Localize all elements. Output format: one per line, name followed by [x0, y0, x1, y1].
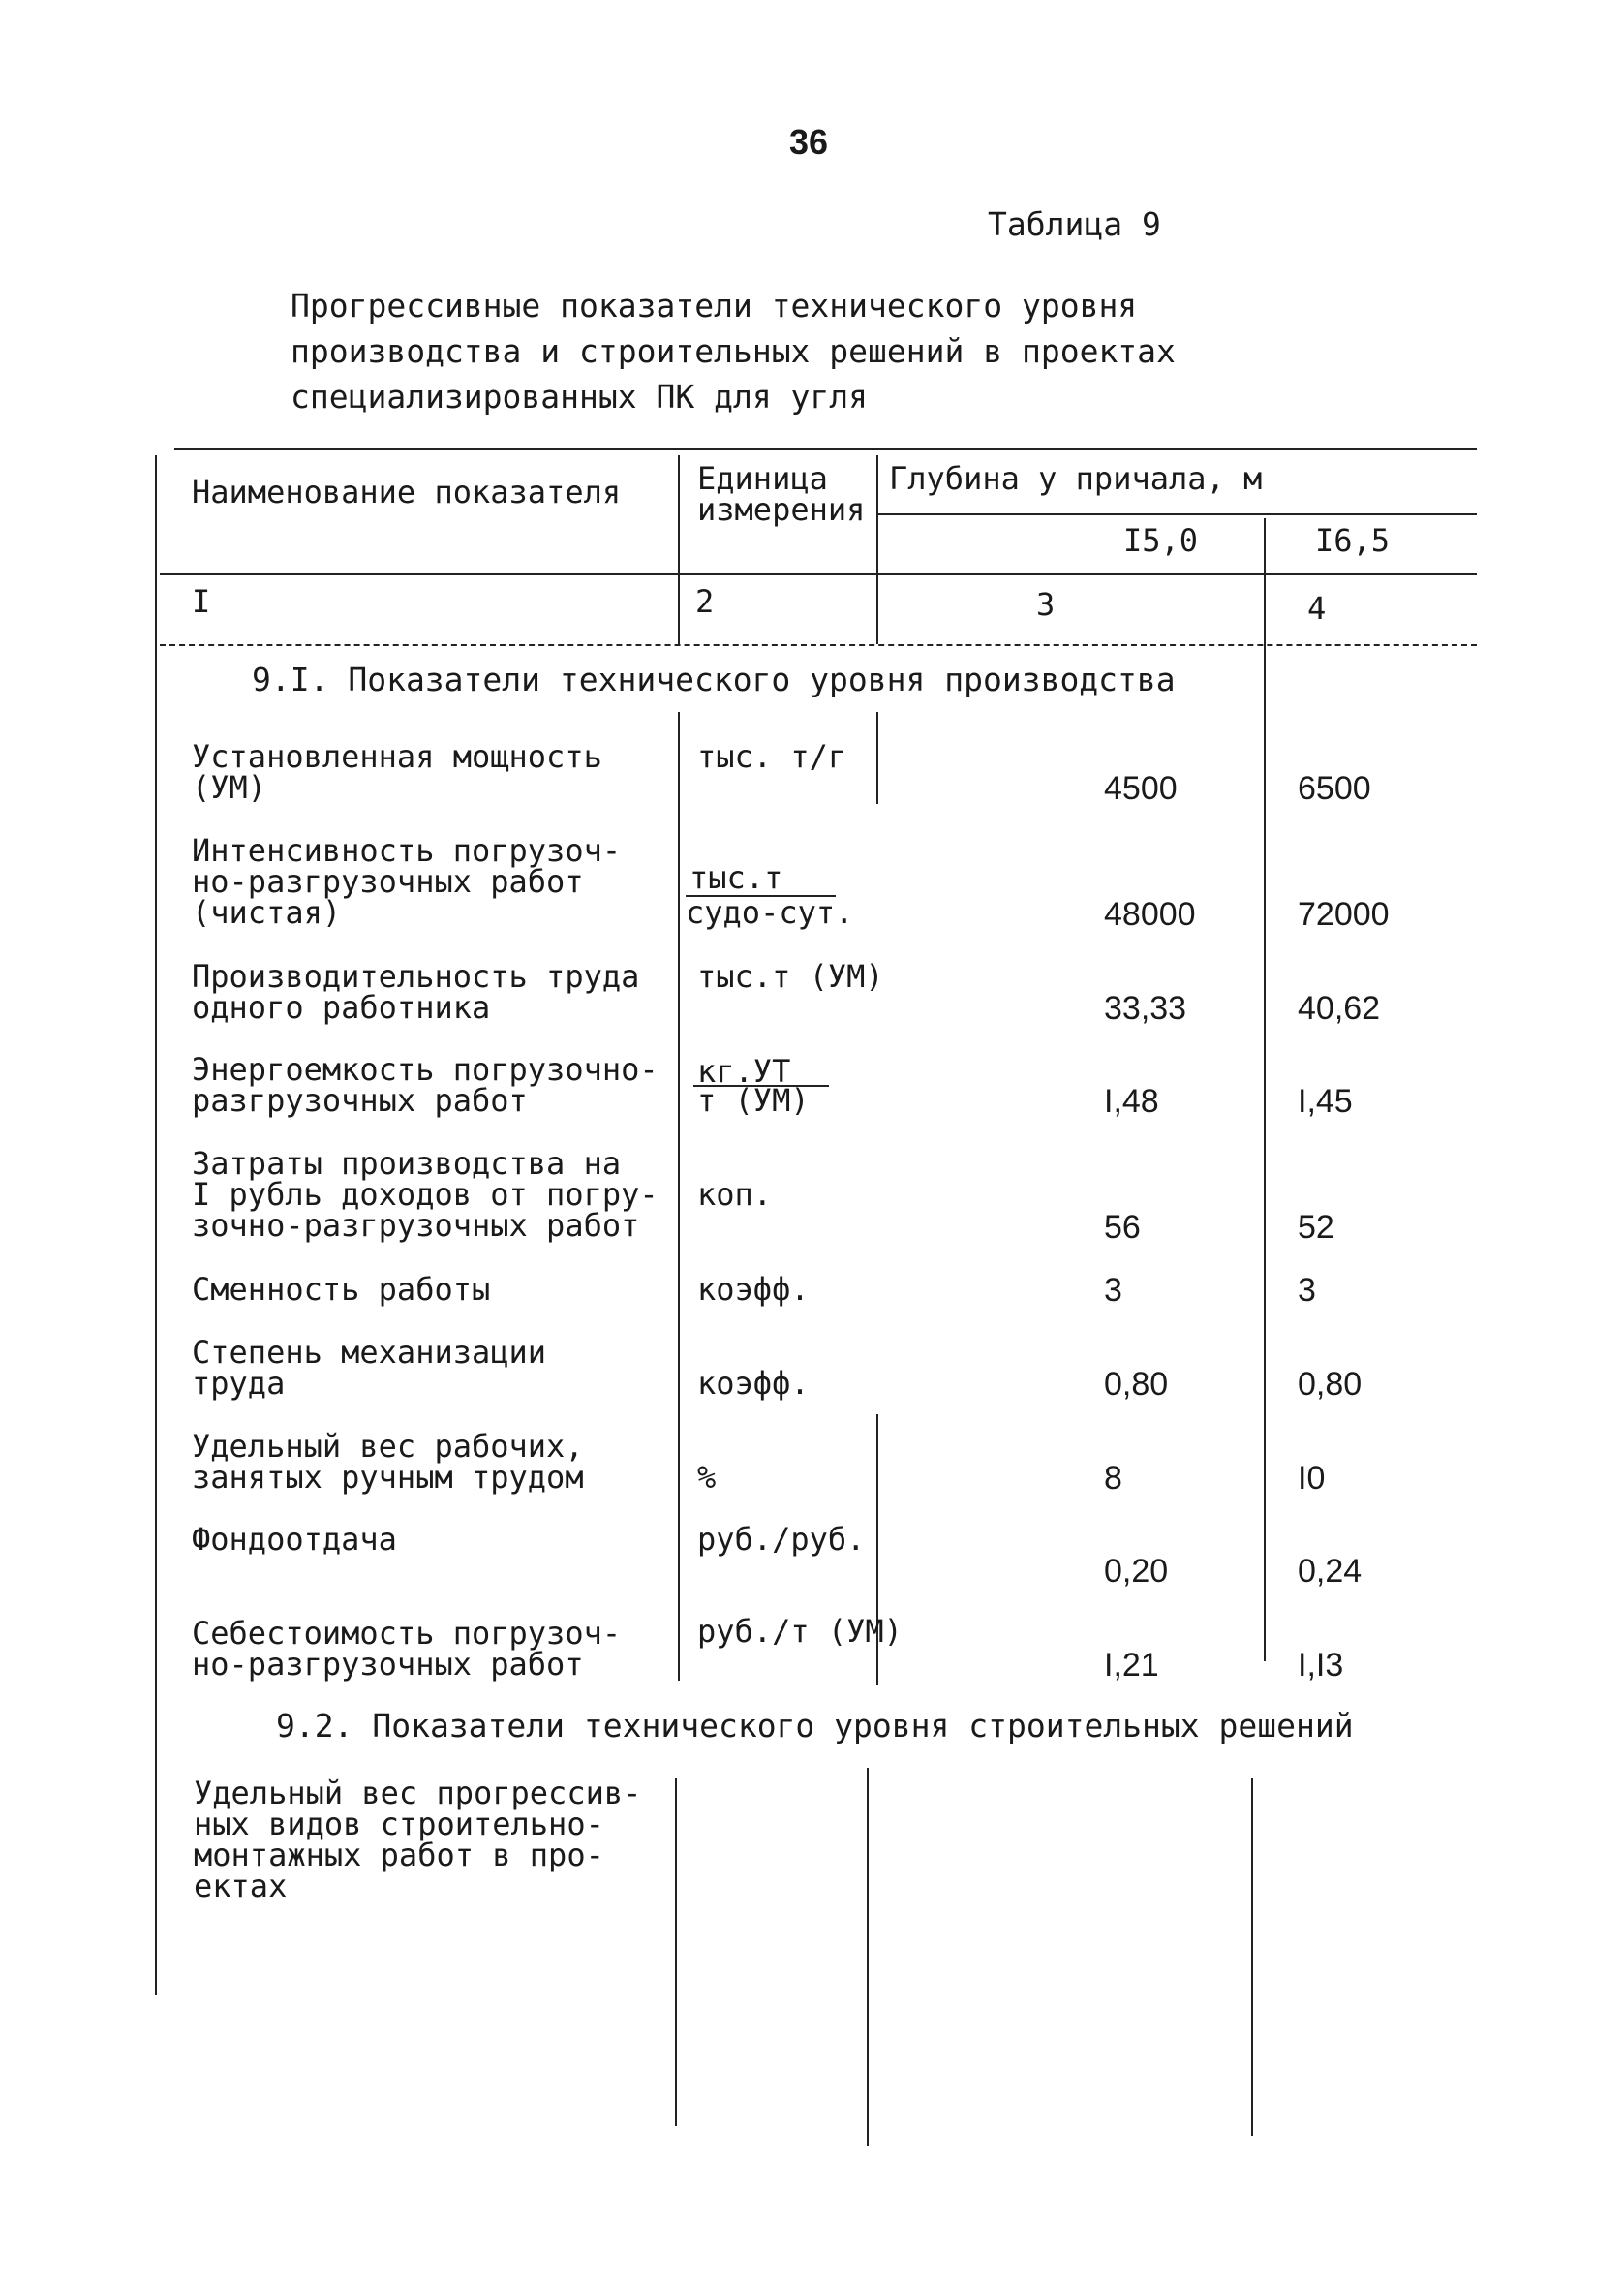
col3-divider-header: [876, 455, 878, 644]
unit-denominator: т (УМ): [697, 1082, 810, 1119]
col3-divider-body-a: [876, 712, 878, 804]
caption-line: производства и строительных решений в проектах: [291, 332, 1176, 370]
value-16: I,I3: [1298, 1647, 1344, 1684]
section-heading: 9.2. Показатели технического уровня строительных решений: [276, 1707, 1354, 1745]
value-15: 56: [1104, 1209, 1141, 1246]
indicator-name: Удельный вес рабочих,: [192, 1428, 584, 1465]
value-16: 72000: [1298, 896, 1390, 933]
header-subdivider: [876, 513, 1477, 515]
unit: коэфф.: [697, 1365, 810, 1402]
indicator-name: Степень механизации: [192, 1334, 547, 1371]
indicator-name: Фондоотдача: [192, 1521, 397, 1558]
value-16: 0,24: [1298, 1553, 1363, 1590]
unit-denominator: судо-сут.: [686, 894, 854, 931]
col2-divider-header: [678, 455, 680, 644]
value-16: 52: [1298, 1209, 1334, 1246]
indicator-name: Установленная мощность: [192, 738, 602, 775]
indicator-name: (чистая): [192, 894, 342, 931]
indicator-name: разгрузочных работ: [192, 1082, 528, 1119]
col4-divider-header: [1264, 518, 1266, 644]
col4-divider-body: [1264, 644, 1266, 1661]
unit: тыс. т/г: [697, 738, 847, 775]
unit: %: [697, 1459, 717, 1496]
header-bottom-border: [160, 573, 1477, 575]
unit: руб./руб.: [697, 1521, 866, 1558]
indicator-name: Энергоемкость погрузочно-: [192, 1051, 659, 1088]
indicator-name: зочно-разгрузочных работ: [192, 1207, 640, 1244]
value-16: 3: [1298, 1272, 1316, 1309]
indicator-name: Удельный вес прогрессив-: [194, 1775, 642, 1811]
colnum-1: I: [192, 583, 211, 620]
value-15: 4500: [1104, 770, 1178, 807]
colnum-4: 4: [1307, 590, 1327, 627]
colnum-3: 3: [1036, 586, 1056, 623]
header-unit-line1: Единица: [697, 460, 828, 497]
caption-line: специализированных ПК для угля: [291, 378, 869, 416]
colnum-bottom-border: [160, 644, 1477, 646]
value-15: 0,20: [1104, 1553, 1169, 1590]
value-15: I,48: [1104, 1083, 1159, 1120]
indicator-name: ных видов строительно-: [194, 1806, 604, 1842]
unit-numerator: кг.УТ: [697, 1053, 791, 1090]
value-15: I,21: [1104, 1647, 1159, 1684]
header-indicator-name: Наименование показателя: [192, 474, 622, 510]
header-depth-15: I5,0: [1123, 522, 1199, 559]
unit: тыс.т (УМ): [697, 958, 884, 995]
indicator-name: одного работника: [192, 989, 491, 1026]
indicator-name: Затраты производства на: [192, 1145, 622, 1182]
unit-numerator: тыс.т: [689, 859, 783, 896]
unit: коп.: [697, 1176, 773, 1213]
indicator-name: Производительность труда: [192, 958, 640, 995]
value-16: I,45: [1298, 1083, 1353, 1120]
indicator-name: ектах: [194, 1868, 288, 1904]
col2-divider-body: [678, 712, 680, 1681]
header-depth-16: I6,5: [1315, 522, 1391, 559]
indicator-name: I рубль доходов от погру-: [192, 1176, 659, 1213]
header-unit-line2: измерения: [697, 491, 866, 528]
indicator-name: монтажных работ в про-: [194, 1837, 604, 1873]
unit: коэфф.: [697, 1271, 810, 1308]
colnum-2: 2: [695, 583, 715, 620]
value-16: I0: [1298, 1460, 1326, 1497]
value-16: 6500: [1298, 770, 1371, 807]
table-label: Таблица 9: [988, 205, 1161, 243]
indicator-name: Себестоимость погрузоч-: [192, 1615, 622, 1652]
indicator-name: занятых ручным трудом: [192, 1459, 584, 1496]
value-15: 0,80: [1104, 1366, 1169, 1403]
table-top-border: [174, 448, 1477, 450]
value-16: 40,62: [1298, 990, 1381, 1027]
indicator-name: труда: [192, 1365, 286, 1402]
value-16: 0,80: [1298, 1366, 1363, 1403]
indicator-name: но-разгрузочных работ: [192, 863, 584, 900]
value-15: 48000: [1104, 896, 1196, 933]
section-heading: 9.I. Показатели технического уровня производства: [252, 661, 1176, 698]
page-number: 36: [788, 122, 829, 162]
left-border: [155, 455, 157, 1995]
indicator-name: Интенсивность погрузоч-: [192, 832, 622, 869]
caption-line: Прогрессивные показатели технического уровня: [291, 287, 1138, 325]
indicator-name: (УМ): [192, 769, 267, 806]
value-15: 3: [1104, 1272, 1122, 1309]
col2-divider-section2: [675, 1778, 677, 2126]
col4-divider-section2: [1251, 1778, 1253, 2136]
col3-divider-section2: [867, 1768, 869, 2146]
value-15: 33,33: [1104, 990, 1187, 1027]
indicator-name: Сменность работы: [192, 1271, 491, 1308]
table-caption: [291, 283, 1356, 419]
unit: руб./т (УМ): [697, 1613, 903, 1650]
value-15: 8: [1104, 1460, 1122, 1497]
indicator-name: но-разгрузочных работ: [192, 1646, 584, 1683]
header-depth: Глубина у причала, м: [889, 460, 1263, 497]
